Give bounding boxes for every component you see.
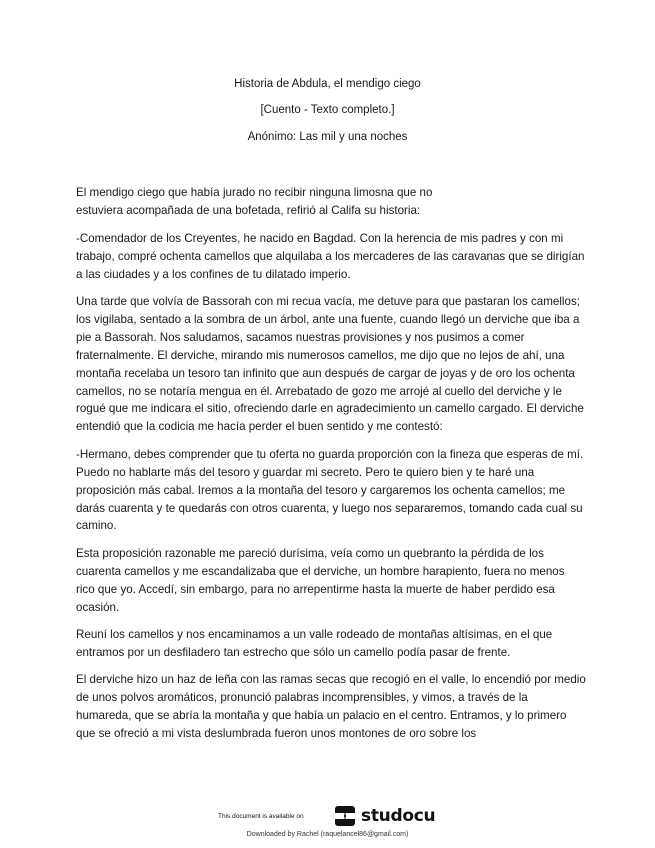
document-author: Anónimo: Las mil y una noches bbox=[247, 131, 408, 143]
page-footer bbox=[0, 800, 655, 848]
paragraph-4: -Hermano, debes comprender que tu oferta no guarda proporción con la fineza que esperas de mí. Puedo no hablarte más del tesoro y guardar mi secreto. Pero te quiero bien y te haré una proposición más cabal. Iremos a la montaña del tesoro y cargaremos los ochenta camellos; me darás cuarenta y te quedarás con otros cuarenta, y luego nos separaremos, tomando cada cual su camino. bbox=[76, 447, 584, 533]
availability-note: This document is available on bbox=[218, 813, 304, 820]
studocu-logo-icon bbox=[332, 803, 358, 829]
document-subtitle: [Cuento - Texto completo.] bbox=[260, 104, 395, 116]
paragraph-6: Reuní los camellos y nos encaminamos a un valle rodeado de montañas altísimas, en el que entramos por un desfiladero tan estrecho que sólo un camello podía pasar de frente. bbox=[76, 627, 553, 659]
paragraph-2: -Comendador de los Creyentes, he nacido en Bagdad. Con la herencia de mis padres y con mi trabajo, compré ochenta camellos que alquilaba a los mercaderes de las caravanas que se dirigían a las ciudades y a los confines de tu dilatado imperio. bbox=[76, 231, 585, 281]
paragraph-7: El derviche hizo un haz de leña con las ramas secas que recogió en el valle, lo encendió por medio de unos polvos aromáticos, pronunció palabras incomprensibles, y vimos, a través de la humareda, que se abría la montaña y que había un palacio en el centro. Entramos, y lo primero que se ofreció a mi vista deslumbrada fueron unos montones de oro sobre los bbox=[76, 673, 586, 740]
download-note: Downloaded by Rachel (raquelancel86@gmail.com) bbox=[246, 831, 409, 838]
document-title: Historia de Abdula, el mendigo ciego bbox=[234, 78, 421, 90]
story-body bbox=[76, 184, 586, 752]
paragraph-1: El mendigo ciego que había jurado no recibir ninguna limosna que no estuviera acompañada de una bofetada, refirió al Califa su historia: bbox=[76, 186, 433, 217]
studocu-logo[interactable] bbox=[332, 803, 435, 829]
paragraph-5: Esta proposición razonable me pareció durísima, veía como un quebranto la pérdida de los cuarenta camellos y me escandalizaba que el derviche, un hombre harapiento, fuera no menos rico que yo. Accedí, sin embargo, para no arrepentirme hasta la muerte de haber perdido esa ocasión. bbox=[76, 546, 565, 614]
studocu-brand: studocu bbox=[361, 806, 436, 826]
paragraph-3: Una tarde que volvía de Bassorah con mi recua vacía, me detuve para que pastaran los camellos; los vigilaba, sentado a la sombra de un árbol, ante una fuente, cuando llegó un derviche que iba a pie a Bassorah. Nos saludamos, sacamos nuestras provisiones y nos pusimos a comer fraternalmente. El derviche, mirando mis numerosos camellos, me dijo que no lejos de ahí, una montaña recelaba un tesoro tan infinito que aun después de cargar de joyas y de oro los ochenta camellos, no se notaría mengua en él. Arrebatado de gozo me arrojé al cuello del derviche y le rogué que me indicara el sitio, ofreciendo darle en agradecimiento un camello cargado. El derviche entendió que la codicia me hacía perder el buen sentido y me contestó: bbox=[76, 295, 584, 434]
